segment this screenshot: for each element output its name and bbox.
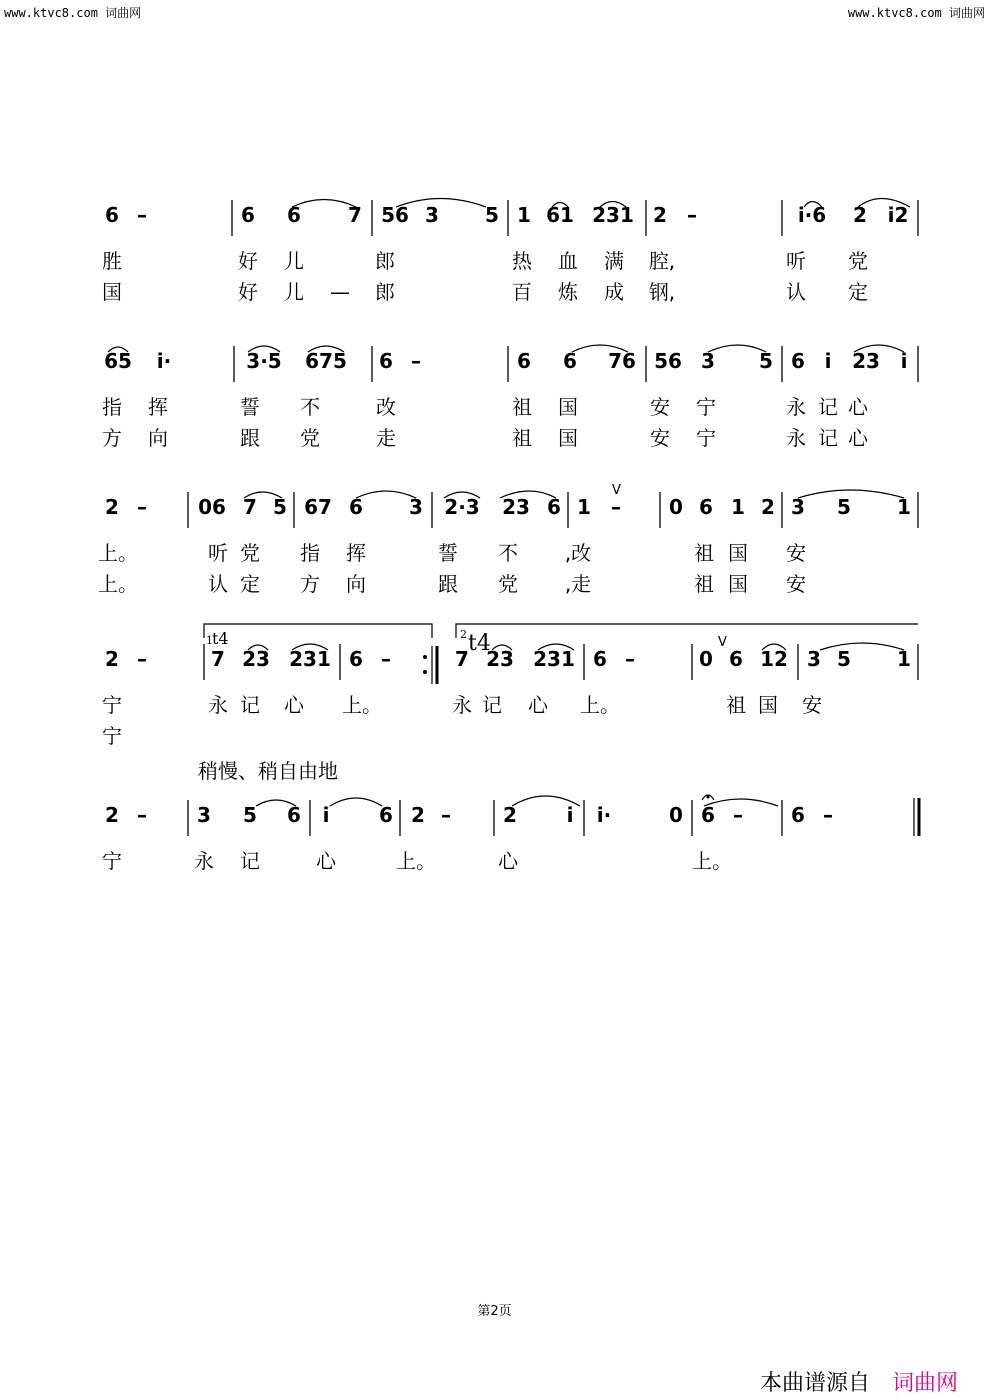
lyric-syllable: 安: [650, 426, 670, 450]
jianpu-note: 6: [287, 803, 301, 827]
jianpu-note: 231: [533, 647, 575, 671]
lyric-syllable: 上。: [98, 541, 138, 565]
lyric-syllable: 向: [148, 426, 168, 450]
lyric-syllable: 誓: [240, 395, 260, 419]
jianpu-note: 6: [349, 647, 363, 671]
lyric-syllable: 走: [376, 426, 396, 450]
jianpu-note: –: [137, 495, 147, 519]
jianpu-note: 6: [517, 349, 531, 373]
jianpu-note: 3: [425, 203, 439, 227]
lyric-syllable: 方: [102, 426, 122, 450]
lyric-syllable: 好: [238, 249, 258, 273]
lyric-syllable: 记: [818, 395, 838, 419]
lyric-syllable: 心: [316, 849, 336, 873]
lyric-syllable: ,走: [564, 572, 592, 596]
volta-1-number: 1: [206, 634, 213, 647]
jianpu-note: 6: [699, 495, 713, 519]
breath-mark: V: [612, 483, 621, 498]
jianpu-note: 5: [759, 349, 773, 373]
source-label: 本曲谱源自: [760, 1371, 871, 1396]
lyric-syllable: 安: [650, 395, 670, 419]
lyric-syllable: 跟: [438, 572, 458, 596]
jianpu-note: 3: [807, 647, 821, 671]
lyric-syllable: 成: [604, 280, 624, 304]
jianpu-note: 61: [546, 203, 574, 227]
lyric-syllable: 国: [102, 280, 122, 304]
lyric-syllable: 百: [512, 280, 532, 304]
lyric-syllable: 上。: [98, 572, 138, 596]
lyric-syllable: 听: [208, 541, 228, 565]
lyric-syllable: 上。: [396, 849, 436, 873]
lyric-syllable: 国: [758, 693, 778, 717]
jianpu-note: –: [823, 803, 833, 827]
lyric-syllable: 胜: [102, 249, 122, 273]
lyric-syllable: 指: [102, 395, 122, 419]
jianpu-note: i: [900, 349, 908, 373]
lyric-syllable: 安: [786, 572, 806, 596]
jianpu-note: 56: [654, 349, 682, 373]
lyric-syllable: 心: [848, 426, 868, 450]
jianpu-note: 65: [104, 349, 132, 373]
lyric-syllable: 好: [238, 280, 258, 304]
jianpu-note: 6: [287, 203, 301, 227]
jianpu-note: 3: [409, 495, 423, 519]
jianpu-note: 0: [699, 647, 713, 671]
jianpu-note: 231: [592, 203, 634, 227]
volta-2-label: t4: [468, 631, 491, 656]
jianpu-note: 6: [729, 647, 743, 671]
jianpu-note: 3: [197, 803, 211, 827]
jianpu-note: 7: [211, 647, 225, 671]
lyric-syllable: 腔,: [648, 249, 676, 273]
jianpu-note: 7: [243, 495, 257, 519]
jianpu-note: 7: [455, 647, 469, 671]
lyric-syllable: 挥: [148, 395, 168, 419]
lyric-syllable: 定: [240, 572, 260, 596]
lyric-syllable: 跟: [240, 426, 260, 450]
lyric-syllable: 祖: [512, 395, 532, 419]
header-right-url: www.ktvc8.com 词曲网: [847, 6, 985, 20]
jianpu-note: 0: [669, 495, 683, 519]
jianpu-note: i2: [887, 203, 909, 227]
jianpu-note: 6: [791, 803, 805, 827]
lyric-syllable: 郎: [375, 249, 395, 273]
lyric-syllable: 上。: [580, 693, 620, 717]
lyric-syllable: 钢,: [648, 280, 676, 304]
jianpu-note: 3: [791, 495, 805, 519]
jianpu-note: –: [687, 203, 697, 227]
jianpu-note: –: [137, 803, 147, 827]
source-credit: [760, 1366, 958, 1397]
jianpu-note: 2: [105, 495, 119, 519]
lyric-syllable: 宁: [102, 693, 122, 717]
lyric-syllable: 心: [528, 693, 548, 717]
lyric-syllable: 记: [240, 693, 260, 717]
lyric-syllable: 党: [300, 426, 320, 450]
lyric-syllable: 永: [786, 426, 806, 450]
jianpu-note: 3: [701, 349, 715, 373]
lyric-syllable: 不: [300, 395, 320, 419]
jianpu-note: 2: [503, 803, 517, 827]
source-brand: 词曲网: [892, 1371, 959, 1396]
lyric-syllable: 热: [512, 249, 532, 273]
lyric-syllable: 不: [498, 541, 518, 565]
jianpu-note: 67: [304, 495, 332, 519]
lyric-syllable: 党: [498, 572, 518, 596]
lyric-syllable: 国: [558, 395, 578, 419]
jianpu-note: 2: [653, 203, 667, 227]
lyric-syllable: 定: [848, 280, 868, 304]
jianpu-note: 5: [273, 495, 287, 519]
lyric-syllable: 指: [300, 541, 320, 565]
lyric-syllable: 祖: [694, 572, 714, 596]
lyric-syllable: 国: [728, 541, 748, 565]
lyric-syllable: 郎: [375, 280, 395, 304]
jianpu-note: 1: [731, 495, 745, 519]
jianpu-note: 2: [411, 803, 425, 827]
jianpu-note: i·: [596, 803, 612, 827]
lyric-syllable: 宁: [102, 849, 122, 873]
jianpu-note: 6: [791, 349, 805, 373]
lyric-syllable: 宁: [696, 426, 716, 450]
jianpu-note: 5: [485, 203, 499, 227]
jianpu-note: –: [611, 495, 621, 519]
jianpu-note: 23: [242, 647, 270, 671]
page-number: 第2页: [477, 1304, 512, 1319]
jianpu-note: 6: [379, 349, 393, 373]
lyric-syllable: ,改: [564, 541, 592, 565]
lyric-syllable: 祖: [726, 693, 746, 717]
lyric-syllable: 国: [558, 426, 578, 450]
lyric-syllable: 方: [300, 572, 320, 596]
lyric-syllable: 心: [498, 849, 518, 873]
jianpu-note: i·6: [797, 203, 827, 227]
lyric-syllable: 儿: [284, 280, 304, 304]
jianpu-note: 76: [608, 349, 636, 373]
lyric-syllable: 上。: [692, 849, 732, 873]
jianpu-note: 1: [577, 495, 591, 519]
jianpu-note: 3·5: [246, 349, 282, 373]
lyric-syllable: 上。: [342, 693, 382, 717]
lyric-syllable: 安: [786, 541, 806, 565]
jianpu-note: 0: [669, 803, 683, 827]
jianpu-note: –: [625, 647, 635, 671]
lyric-syllable: 永: [786, 395, 806, 419]
jianpu-note: 5: [243, 803, 257, 827]
lyric-syllable: 认: [786, 280, 806, 304]
jianpu-note: –: [137, 203, 147, 227]
jianpu-note: 6: [105, 203, 119, 227]
lyric-syllable: 国: [728, 572, 748, 596]
jianpu-note: 6: [593, 647, 607, 671]
jianpu-note: 6: [547, 495, 561, 519]
jianpu-note: 2: [853, 203, 867, 227]
jianpu-note: 2: [105, 647, 119, 671]
jianpu-note: 1: [897, 647, 911, 671]
jianpu-note: 23: [486, 647, 514, 671]
lyric-syllable: 血: [558, 249, 578, 273]
jianpu-note: 23: [502, 495, 530, 519]
lyric-syllable: 记: [482, 693, 502, 717]
lyric-syllable: 誓: [438, 541, 458, 565]
jianpu-note: 2: [761, 495, 775, 519]
volta-1-label: t4: [212, 629, 229, 648]
lyric-syllable: 炼: [558, 280, 578, 304]
lyric-syllable: 挥: [346, 541, 366, 565]
jianpu-note: –: [441, 803, 451, 827]
lyric-syllable: 儿: [284, 249, 304, 273]
jianpu-note: –: [381, 647, 391, 671]
lyric-syllable: —: [330, 280, 350, 304]
breath-mark: V: [718, 635, 727, 650]
tempo-marking: 稍慢、稍自由地: [198, 759, 338, 783]
jianpu-note: i: [566, 803, 574, 827]
lyric-syllable: 祖: [694, 541, 714, 565]
jianpu-note: 6: [379, 803, 393, 827]
lyric-syllable: 党: [848, 249, 868, 273]
lyric-syllable: 满: [604, 249, 624, 273]
jianpu-note: 675: [305, 349, 347, 373]
jianpu-note: 5: [837, 495, 851, 519]
jianpu-note: 06: [198, 495, 226, 519]
lyric-syllable: 永: [208, 693, 228, 717]
jianpu-note: –: [137, 647, 147, 671]
jianpu-note: 6: [563, 349, 577, 373]
lyric-syllable: 向: [346, 572, 366, 596]
volta-2-number: 2: [460, 628, 467, 641]
lyric-syllable: 记: [240, 849, 260, 873]
jianpu-note: 2·3: [444, 495, 480, 519]
jianpu-note: 6: [241, 203, 255, 227]
jianpu-note: 12: [760, 647, 788, 671]
lyric-syllable: 党: [240, 541, 260, 565]
jianpu-note: i: [322, 803, 330, 827]
lyric-syllable: 认: [208, 572, 228, 596]
jianpu-note: 23: [852, 349, 880, 373]
jianpu-note: 6: [349, 495, 363, 519]
lyric-syllable: 改: [376, 395, 396, 419]
jianpu-note: i·: [156, 349, 172, 373]
lyric-syllable: 心: [848, 395, 868, 419]
lyric-syllable: 永: [452, 693, 472, 717]
jianpu-note: 56: [381, 203, 409, 227]
lyric-syllable: 祖: [512, 426, 532, 450]
lyric-syllable: 宁: [696, 395, 716, 419]
jianpu-note: 231: [289, 647, 331, 671]
lyric-syllable: 记: [818, 426, 838, 450]
jianpu-note: 7: [348, 203, 362, 227]
jianpu-note: –: [411, 349, 421, 373]
lyric-syllable: 永: [194, 849, 214, 873]
lyric-syllable: 宁: [102, 724, 122, 748]
jianpu-note: 1: [517, 203, 531, 227]
jianpu-note: 6: [701, 803, 715, 827]
jianpu-note: –: [733, 803, 743, 827]
jianpu-note: 1: [897, 495, 911, 519]
lyric-syllable: 心: [284, 693, 304, 717]
jianpu-note: i: [824, 349, 832, 373]
header-left-url: www.ktvc8.com 词曲网: [4, 6, 142, 20]
lyric-syllable: 安: [802, 693, 822, 717]
lyric-syllable: 听: [786, 249, 806, 273]
jianpu-note: 5: [837, 647, 851, 671]
jianpu-note: 2: [105, 803, 119, 827]
